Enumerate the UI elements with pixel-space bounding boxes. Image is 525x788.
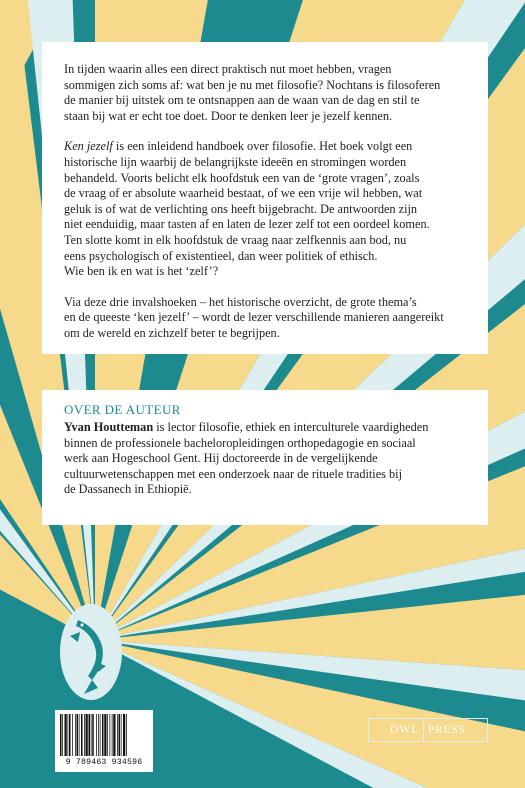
barcode-bar [75,714,76,756]
blurb-panel [42,42,488,354]
barcode-bar [84,714,85,756]
barcode-bar [117,714,118,756]
barcode-bar [126,714,127,756]
publisher-logo [368,718,488,742]
barcode-bar [91,714,92,756]
blurb-paragraph-2: Ken jezelf is een inleidend handboek over filosofie. Het boek volgt een historische lijn waarbij de belangrijkste ideeën en stromingen worden behandeld. Voorts belicht elk hoofdstuk een van de ‘grote vragen’, zoals de vraag of er absolute waarheid bestaat, of we een vrije wil hebben, wat geluk is of wat de verlichting ons heeft bijgebracht. De antwoorden zijn niet eenduidig, maar tasten af en laten de lezer zelf tot een oordeel komen. Ten slotte komt in elk hoofdstuk de vraag naar zelfkennis aan bod, nu eens psychologisch of existentieel, dan weer politiek of ethisch. Wie ben ik en wat is het ‘zelf’? [64,139,430,279]
barcode-bar [69,714,71,756]
barcode-bar [123,714,125,756]
barcode-bar [89,714,91,756]
p2-first-rest: is een inleidend handboek over filosofie. Het boek volgt een [112,139,413,154]
barcode-bar [60,714,62,756]
isbn-barcode [55,710,153,772]
publisher-left: OWL [390,724,419,736]
barcode-bars [60,714,148,756]
barcode-bar [62,714,63,756]
barcode-bar [102,714,104,756]
blurb-paragraph-1: In tijden waarin alles een direct praktisch nut moet hebben, vragen sommigen zich soms af: wat ben je nu met filosofie? Nochtans is filosoferen de manier bij uitstek om te ontsnappen aan de waan van de dag en stil te staan bij wat er echt toe doet. Door te denken leer je jezelf kennen. [64,62,441,123]
barcode-bar [79,714,80,756]
barcode-bar [86,714,88,756]
publisher-right: PRESS [427,724,466,736]
barcode-bar [121,714,122,756]
barcode-bar [100,714,101,756]
barcode-bar [72,714,73,756]
barcode-bar [113,714,115,756]
author-panel [42,390,488,525]
author-bio: Yvan Houtteman is lector filosofie, ethiek en interculturele vaardigheden binnen de professionele bacheloropleidingen orthopedagogie en sociaal werk aan Hogeschool Gent. Hij doctoreerde in de vergelijkende cultuurwetenschappen met een onderzoek naar de rituele tradities bij de Dassanech in Ethiopië. [64,420,429,497]
barcode-bar [110,714,111,756]
author-name: Yvan Houtteman [64,420,154,434]
barcode-bar [104,714,106,756]
barcode-bar [68,714,69,756]
publisher-divider [423,719,424,741]
book-title: Ken jezelf [64,139,113,154]
barcode-bar [92,714,94,756]
barcode-bar [112,714,113,756]
barcode-bar [77,714,79,756]
blurb-paragraph-3: Via deze drie invalshoeken – het historische overzicht, de grote thema’s en de queeste ‘ken jezelf’ – wordt de lezer verschillende manieren aangereikt om de wereld en zichzelf beter te begrijpen. [64,294,444,340]
barcode-bar [98,714,99,756]
barcode-bar [119,714,121,756]
author-heading: OVER DE AUTEUR [64,402,181,417]
barcode-digits: 9 789463 934596 [65,758,143,767]
barcode-bar [96,714,97,756]
fish-icon [58,602,124,702]
barcode-bar [65,714,67,756]
barcode-bar [81,714,83,756]
barcode-bar [107,714,108,756]
